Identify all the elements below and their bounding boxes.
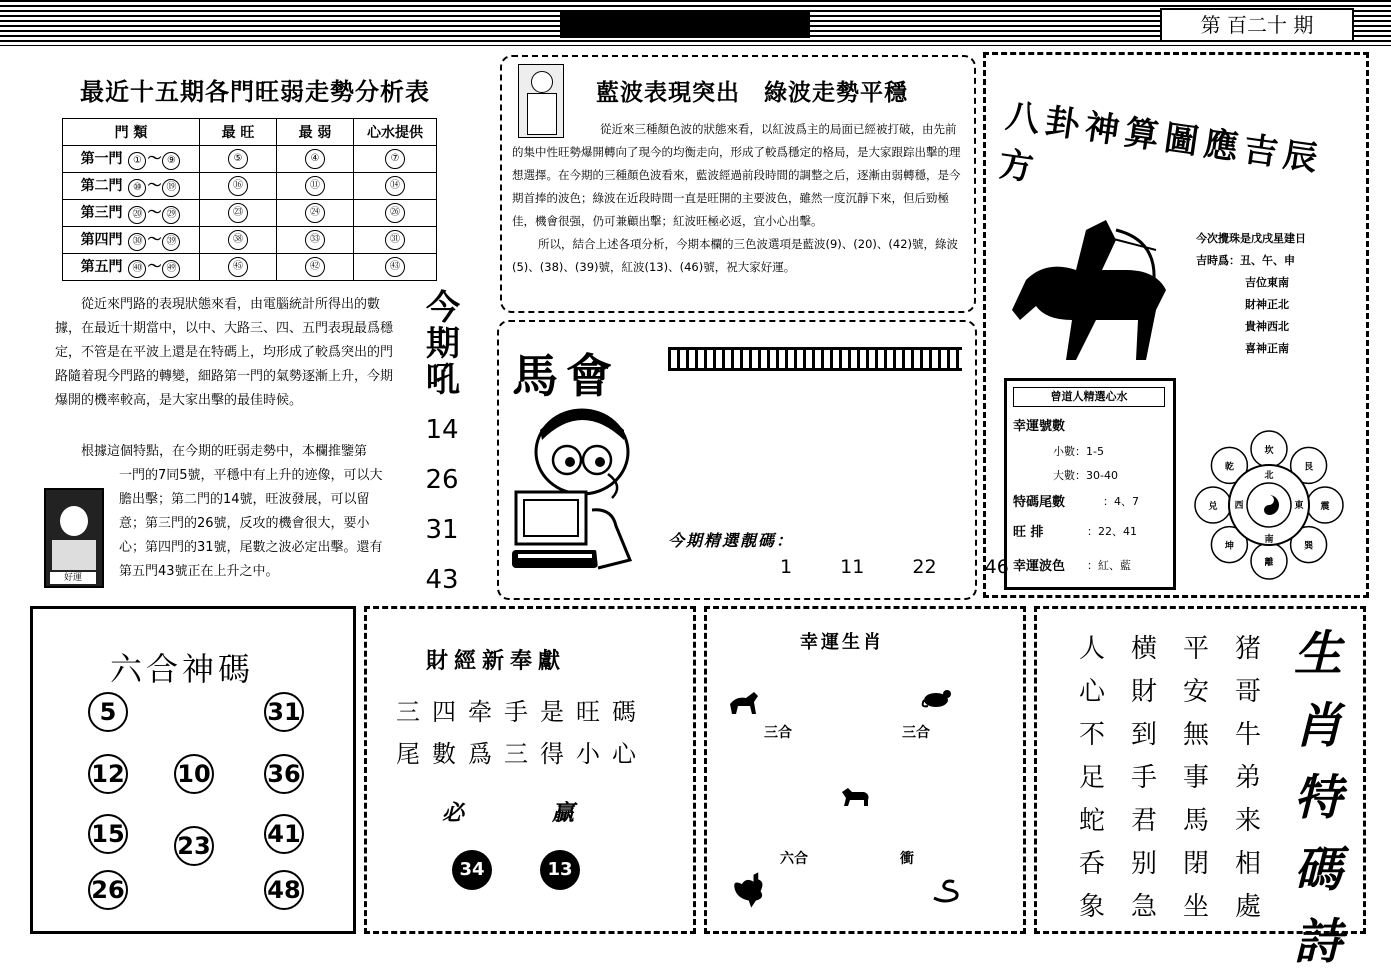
jqh-number: 31 [425, 515, 459, 545]
liuhe-number: 26 [88, 870, 128, 910]
range-to: ㊴ [162, 233, 180, 251]
cartoon-computer-icon [512, 400, 662, 580]
max-cell [200, 173, 277, 200]
min-value: ⑪ [305, 176, 325, 196]
big-range: 大數：30-40 [1053, 469, 1118, 482]
horse-club-logo: 馬會 [512, 349, 620, 403]
poem-column: 人 心 不 足 蛇 呑 象 [1078, 634, 1105, 922]
range-from: ⑩ [128, 179, 146, 197]
wheel-direction: 南 [1264, 535, 1274, 545]
range-from: ㊵ [128, 260, 146, 278]
analysis-paragraph-2 [55, 440, 395, 584]
color-values: ：紅、藍 [1087, 559, 1131, 572]
luck-line: 財神正北 [1245, 298, 1289, 311]
poem-column: 平 安 無 事 馬 閉 坐 [1182, 634, 1209, 922]
max-cell [200, 227, 277, 254]
min-cell [277, 173, 354, 200]
luck-line: 今次攪珠是戊戌星建日 [1196, 232, 1306, 245]
paragraph-lead: 根據這個特點，在今期的旺弱走勢中，本欄推鑒第 [81, 444, 368, 459]
door-name: 第四門 [80, 232, 123, 248]
wheel-petal-label: 震 [1320, 502, 1330, 512]
max-cell [200, 200, 277, 227]
door-cell: 第三門 ⑳ ～ ㉙ [63, 200, 200, 227]
snake-icon [930, 878, 964, 904]
liuhe-number: 36 [264, 754, 304, 794]
rat-icon [920, 684, 954, 710]
jqh-number: 14 [425, 415, 459, 445]
min-value: ④ [305, 149, 325, 169]
range-to: ㊾ [162, 260, 180, 278]
pick-number: 22 [912, 556, 937, 578]
deity-figure-image [44, 488, 104, 588]
door-name: 第三門 [80, 205, 123, 221]
analysis-title: 最近十五期各門旺弱走勢分析表 [80, 77, 430, 106]
min-cell [277, 146, 354, 173]
bagua-title: 八卦神算圖應吉辰方 [996, 95, 1326, 190]
wave-analysis-title: 藍波表現突出 綠波走勢平穩 [596, 80, 908, 106]
wheel-petal-label: 兑 [1208, 502, 1218, 512]
luck-line: 吉時爲：丑、午、申 [1196, 254, 1295, 267]
pick-number: 1 [780, 556, 793, 578]
max-value: ㉓ [228, 203, 248, 223]
lucky-number-box [1004, 378, 1176, 590]
door-name: 第一門 [80, 151, 123, 167]
column-header: 最 旺 [200, 119, 277, 146]
issue-number: 第 百二十 期 [1160, 8, 1354, 42]
wheel-direction: 西 [1234, 501, 1244, 511]
liuhe-number: 10 [174, 754, 214, 794]
tip-cell [354, 146, 437, 173]
min-value: ㉝ [305, 230, 325, 250]
tip-value: ⑦ [385, 149, 405, 169]
door-name: 第五門 [80, 259, 123, 275]
pick-number: 11 [840, 556, 865, 578]
range-to: ⑨ [162, 152, 180, 170]
door-cell: 第四門 ㉚ ～ ㊴ [63, 227, 200, 254]
min-value: ㊷ [305, 257, 325, 277]
pick-label: 今期精選靚碼： [668, 531, 795, 550]
ying-char: 贏 [552, 800, 575, 826]
wave-body-paragraph: 從近來三種顏色波的狀態來看，以紅波爲主的局面已經被打破，由先前的集中性旺勢爆開轉向了現今的均衡走向，形成了較爲穩定的格局，是大家跟踪出擊的理想選擇。在今期的三種顏色波看來，藍波經過前段時間的調整之后，逐漸由弱轉穩，是今期首捧的波色；綠波在近段時間一直是旺開的主要波色，雖然一度沉靜下來，但后勁極佳，機會很强，仍可兼顧出擊；紅波旺極必返，宜小心出擊。 [512, 122, 961, 228]
wheel-petal-label: 巽 [1304, 541, 1314, 552]
bagua-wheel-icon [1194, 430, 1344, 580]
range-to: ⑲ [162, 179, 180, 197]
analysis-table [62, 118, 437, 281]
tip-value: ⑭ [385, 176, 405, 196]
wheel-petal-label: 艮 [1304, 462, 1314, 473]
small-range: 小數：1-5 [1053, 445, 1104, 458]
luck-line: 喜神正南 [1245, 342, 1289, 355]
range-from: ① [128, 152, 146, 170]
lucky-label: 幸運號數 [1013, 419, 1066, 434]
range-from: ⑳ [128, 206, 146, 224]
liuhe-number: 12 [88, 754, 128, 794]
wave-analysis-body [512, 118, 964, 279]
column-header: 最 弱 [277, 119, 354, 146]
luck-line: 吉位東南 [1245, 276, 1289, 289]
zodiac-poem-title: 生 肖 特 碼 詩 [1293, 626, 1342, 970]
liuhe-number: 15 [88, 814, 128, 854]
door-name: 第二門 [80, 178, 123, 194]
header-title [560, 10, 810, 38]
poem-column: 猪 哥 牛 弟 来 相 處 [1234, 634, 1261, 922]
liuhe-number: 31 [264, 692, 304, 732]
finance-title: 財經新奉獻 [426, 648, 567, 674]
sanhe-label: 三合 [764, 725, 792, 741]
max-value: ㊳ [228, 230, 248, 250]
pick-number: 46 [984, 556, 1009, 578]
door-cell: 第二門 ⑩ ～ ⑲ [63, 173, 200, 200]
tip-cell [354, 227, 437, 254]
table-row [63, 254, 437, 281]
range-to: ㉙ [162, 206, 180, 224]
door-cell: 第一門 ① ～ ⑨ [63, 146, 200, 173]
max-value: ⑯ [228, 176, 248, 196]
bi-char: 必 [442, 800, 465, 826]
finance-line-1: 三四牵手是旺碼 [396, 698, 648, 726]
archer-horseman-icon [1006, 210, 1186, 370]
hot-values: ：22、41 [1087, 525, 1137, 538]
chong-label: 衝 [900, 851, 914, 867]
liuhe-title: 六合神碼 [110, 650, 255, 688]
min-cell [277, 254, 354, 281]
poem-column: 横 財 到 手 君 别 急 [1130, 634, 1157, 922]
rooster-icon [730, 870, 770, 910]
max-value: ㊺ [228, 257, 248, 277]
hot-label: 旺 排 [1013, 525, 1044, 540]
tip-cell [354, 200, 437, 227]
liuhe-number: 23 [174, 826, 214, 866]
min-value: ㉔ [305, 203, 325, 223]
jqh-title: 今 期 吼 [426, 288, 460, 400]
door-cell: 第五門 ㊵ ～ ㊾ [63, 254, 200, 281]
max-cell [200, 254, 277, 281]
column-header: 門 類 [63, 119, 200, 146]
figure-plate-text: 好運 [50, 572, 96, 584]
liuhe-number: 5 [88, 692, 128, 732]
paragraph-rest: 一門的7同5號，平穩中有上升的迹像，可以大膽出擊；第二門的14號，旺波發展，可以留意；第三門的26號，反攻的機會很大，要小心；第四門的31號，尾數之波必定出擊。還有第五門43號正在上升之中。 [119, 468, 383, 579]
wave-body-conclusion: 所以，結合上述各項分析，今期本欄的三色波選項是藍波(9)、(20)、(42)號，綠波(5)、(38)、(39)號，紅波(13)、(46)號，祝大家好運。 [512, 237, 958, 274]
dog-icon [838, 782, 872, 808]
wheel-petal-label: 離 [1264, 558, 1274, 568]
min-cell [277, 200, 354, 227]
liuhe-number: 41 [264, 814, 304, 854]
tail-label: 特碼尾數 [1013, 495, 1066, 510]
wheel-direction: 北 [1264, 471, 1274, 481]
liuhe-number: 48 [264, 870, 304, 910]
wheel-petal-label: 乾 [1224, 462, 1234, 473]
max-value: ⑤ [228, 149, 248, 169]
tail-values: ：4、7 [1103, 495, 1139, 508]
table-row [63, 173, 437, 200]
tip-cell [354, 173, 437, 200]
horse-club-banner [668, 347, 962, 371]
table-row [63, 227, 437, 254]
lucky-box-title: 曾道人精選心水 [1013, 387, 1165, 407]
luck-line: 貴神西北 [1245, 320, 1289, 333]
min-cell [277, 227, 354, 254]
tip-value: ㉛ [385, 230, 405, 250]
wheel-petal-label: 坤 [1224, 541, 1234, 552]
jqh-numbers [422, 405, 462, 605]
color-label: 幸運波色 [1013, 559, 1066, 574]
max-cell [200, 146, 277, 173]
sanhe-label: 三合 [902, 725, 930, 741]
jqh-number: 43 [425, 565, 459, 595]
column-header: 心水提供 [354, 119, 437, 146]
range-from: ㉚ [128, 233, 146, 251]
luck-info [1192, 228, 1342, 360]
tip-value: ㉖ [385, 203, 405, 223]
table-row [63, 200, 437, 227]
table-row [63, 146, 437, 173]
horse-icon [728, 690, 762, 716]
tip-value: ㊸ [385, 257, 405, 277]
tip-cell [354, 254, 437, 281]
jqh-number: 26 [425, 465, 459, 495]
wheel-petal-label: 坎 [1264, 446, 1274, 456]
finance-number: 13 [540, 850, 580, 890]
analysis-paragraph-1: 從近來門路的表現狀態來看，由電腦統計所得出的數據，在最近十期當中，以中、大路三、四、五門表現最爲穩定，不管是在平波上還是在特碼上，均形成了較爲突出的門路隨着現今門路的轉變，細路第一門的氣勢逐漸上升，今期爆開的機率較高，是大家出擊的最佳時候。 [55, 297, 394, 408]
wheel-direction: 東 [1294, 501, 1304, 511]
liuhe-label: 六合 [780, 851, 808, 867]
lucky-zodiac-title: 幸運生肖 [800, 632, 884, 653]
finance-line-2: 尾數爲三得小心 [396, 740, 648, 768]
finance-number: 34 [452, 850, 492, 890]
